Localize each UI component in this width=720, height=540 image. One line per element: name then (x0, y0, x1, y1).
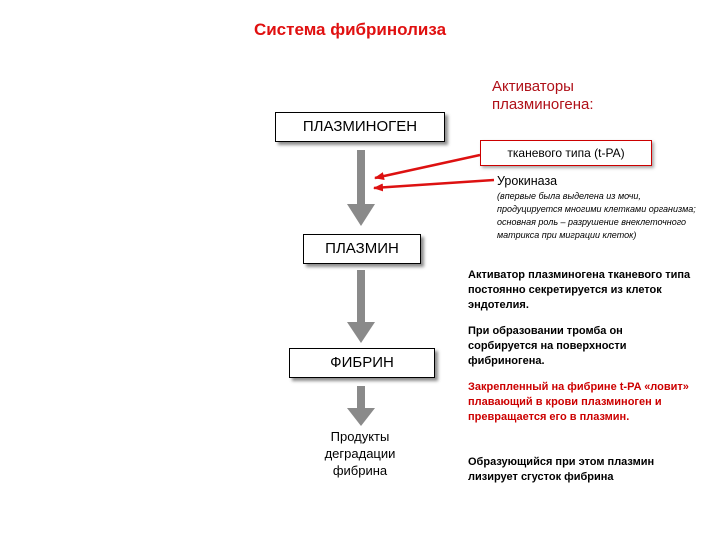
products-line-3: фибрина (332, 463, 388, 478)
fibrin-degradation-products (305, 428, 415, 479)
activators-heading (492, 78, 594, 114)
plasmin-box: ПЛАЗМИН (303, 234, 421, 264)
note-plasmin-lysis: Образующийся при этом плазмин лизирует сгусток фибрина (468, 456, 655, 483)
note-tpa-secretion: Активатор плазминогена тканевого типа постоянно секретируется из клеток эндотелия. (468, 269, 691, 311)
activator-arrow-urokinase (374, 180, 494, 188)
page-title: Система фибринолиза (253, 20, 447, 39)
note-tpa-captures-plasminogen: Закрепленный на фибрине t-PA «ловит» плавающий в крови плазминоген и превращается его в плазмин. (468, 381, 689, 423)
activator-arrow-tpa (375, 155, 480, 178)
activators-heading-line-2: плазминогена: (492, 96, 594, 113)
urokinase-label: Урокиназа (497, 174, 558, 188)
plasminogen-box: ПЛАЗМИНОГЕН (275, 112, 445, 142)
tpa-box: тканевого типа (t-PA) (480, 140, 652, 166)
flow-arrow-plasmin-fibrin (347, 270, 375, 343)
fibrin-box: ФИБРИН (289, 348, 435, 378)
products-line-2: деградации (324, 446, 396, 461)
products-line-1: Продукты (330, 429, 390, 444)
urokinase-note: (впервые была выделена из мочи, продуцируется многими клетками организма; основная роль – разрушение внеклеточного матрикса при миграции клеток) (497, 191, 696, 240)
flow-arrow-fibrin-products (347, 386, 375, 426)
note-thrombus-sorption: При образовании тромба он сорбируется на поверхности фибриногена. (468, 325, 627, 367)
activators-heading-line-1: Активаторы (492, 78, 574, 95)
flow-arrow-plasminogen-plasmin (347, 150, 375, 226)
